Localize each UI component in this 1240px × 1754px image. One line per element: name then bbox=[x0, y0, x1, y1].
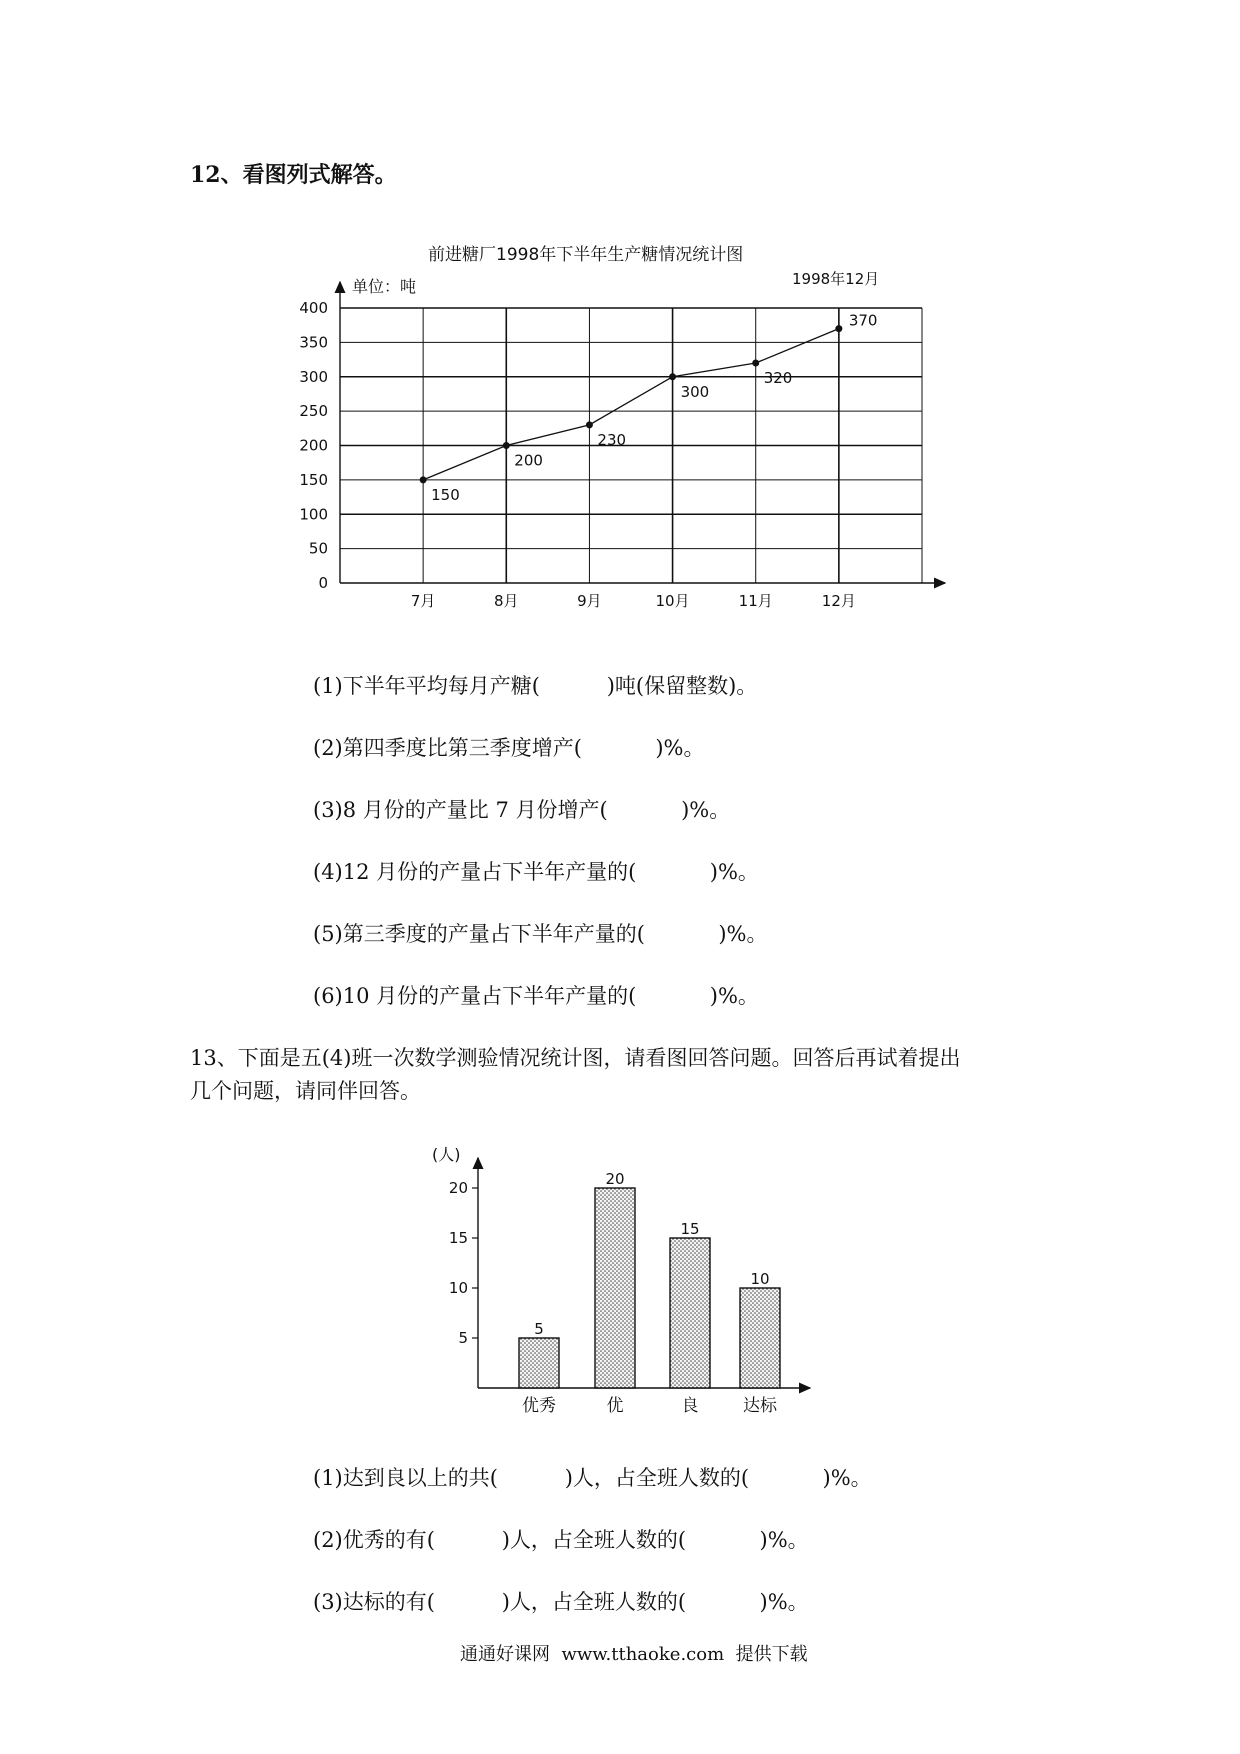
q13-heading-line1: 13、下面是五(4)班一次数学测验情况统计图，请看图回答问题。回答后再试着提出 bbox=[190, 1046, 961, 1070]
line-y-tick-label: 100 bbox=[299, 505, 328, 524]
line-y-tick-label: 200 bbox=[299, 436, 328, 455]
line-date-label: 1998年12月 bbox=[792, 270, 880, 288]
bar bbox=[670, 1238, 710, 1388]
line-x-tick-label: 12月 bbox=[821, 592, 856, 610]
line-series bbox=[423, 329, 839, 480]
line-x-tick-label: 11月 bbox=[738, 592, 773, 610]
line-y-tick-label: 150 bbox=[299, 470, 328, 489]
line-points bbox=[420, 325, 843, 483]
bar-y-tick-label: 15 bbox=[448, 1229, 468, 1247]
line-y-tick-label: 50 bbox=[308, 539, 328, 558]
line-point bbox=[752, 360, 759, 367]
line-point bbox=[586, 421, 593, 428]
q13-heading-line2: 几个问题，请同伴回答。 bbox=[190, 1079, 421, 1103]
line-data-label: 230 bbox=[597, 430, 627, 449]
line-y-tick-label: 0 bbox=[318, 574, 328, 592]
line-point bbox=[669, 373, 676, 380]
line-y-tick-label: 300 bbox=[299, 367, 328, 386]
bar-chart bbox=[0, 1130, 1240, 1430]
line-chart-title: 前进糖厂1998年下半年生产糖情况统计图 bbox=[428, 245, 744, 265]
bar bbox=[740, 1288, 780, 1388]
bar-y-tick-label: 10 bbox=[448, 1279, 468, 1297]
bar-x-tick-label: 优 bbox=[606, 1396, 624, 1416]
line-y-tick-label: 400 bbox=[299, 299, 328, 317]
line-chart-grid bbox=[340, 308, 922, 583]
footer-text: 通通好课网 www.tthaoke.com 提供下载 bbox=[460, 1644, 808, 1665]
q13-question-3: (3)达标的有( )人，占全班人数的( )%。 bbox=[313, 1590, 809, 1614]
bar-chart-data-labels bbox=[534, 1170, 769, 1338]
q13-heading bbox=[190, 1042, 1090, 1108]
bar-data-label: 10 bbox=[750, 1270, 770, 1288]
line-point bbox=[503, 442, 510, 449]
line-chart bbox=[0, 0, 1240, 640]
bar-chart-y-ticks bbox=[449, 1179, 478, 1347]
line-data-label: 320 bbox=[763, 369, 793, 387]
line-chart-x-ticks bbox=[411, 592, 856, 610]
bar-data-label: 20 bbox=[605, 1170, 625, 1188]
q12-question-1: (1)下半年平均每月产糖( )吨(保留整数)。 bbox=[313, 674, 758, 698]
line-x-tick-label: 8月 bbox=[494, 592, 519, 610]
line-data-label: 370 bbox=[848, 311, 878, 330]
bar-y-axis-label: (人) bbox=[432, 1145, 461, 1164]
q13-question-1: (1)达到良以上的共( )人，占全班人数的( )%。 bbox=[313, 1466, 872, 1490]
line-y-tick-label: 250 bbox=[299, 402, 328, 421]
q12-question-5: (5)第三季度的产量占下半年产量的( )%。 bbox=[313, 922, 768, 946]
line-data-label: 150 bbox=[431, 485, 460, 504]
q12-question-4: (4)12 月份的产量占下半年产量的( )%。 bbox=[313, 860, 759, 884]
bar-y-tick-label: 20 bbox=[448, 1179, 468, 1197]
bar-data-label: 15 bbox=[680, 1220, 700, 1238]
line-point bbox=[420, 476, 427, 483]
bar-x-tick-label: 达标 bbox=[743, 1396, 777, 1416]
line-data-label: 300 bbox=[680, 382, 710, 401]
line-x-tick-label: 9月 bbox=[577, 592, 602, 610]
q12-question-6: (6)10 月份的产量占下半年产量的( )%。 bbox=[313, 984, 759, 1008]
bar bbox=[519, 1338, 559, 1388]
bar-chart-bars bbox=[519, 1188, 780, 1388]
bar-y-tick-label: 5 bbox=[458, 1329, 468, 1347]
line-x-tick-label: 7月 bbox=[410, 592, 436, 610]
line-y-tick-label: 350 bbox=[299, 333, 328, 352]
bar-x-tick-label: 优秀 bbox=[522, 1396, 556, 1416]
line-x-tick-label: 10月 bbox=[655, 592, 690, 610]
line-chart-y-ticks bbox=[299, 299, 328, 592]
bar-chart-x-ticks bbox=[522, 1396, 778, 1416]
q12-question-3: (3)8 月份的产量比 7 月份增产( )%。 bbox=[313, 798, 731, 822]
bar bbox=[595, 1188, 635, 1388]
line-unit-label: 单位：吨 bbox=[352, 277, 417, 296]
line-point bbox=[835, 325, 842, 332]
line-data-label: 200 bbox=[514, 451, 543, 470]
q12-heading: 12、看图列式解答。 bbox=[190, 162, 397, 188]
q12-question-2: (2)第四季度比第三季度增产( )%。 bbox=[313, 736, 705, 760]
bar-x-tick-label: 良 bbox=[681, 1396, 699, 1416]
bar-data-label: 5 bbox=[534, 1320, 544, 1338]
q13-question-2: (2)优秀的有( )人，占全班人数的( )%。 bbox=[313, 1528, 809, 1552]
